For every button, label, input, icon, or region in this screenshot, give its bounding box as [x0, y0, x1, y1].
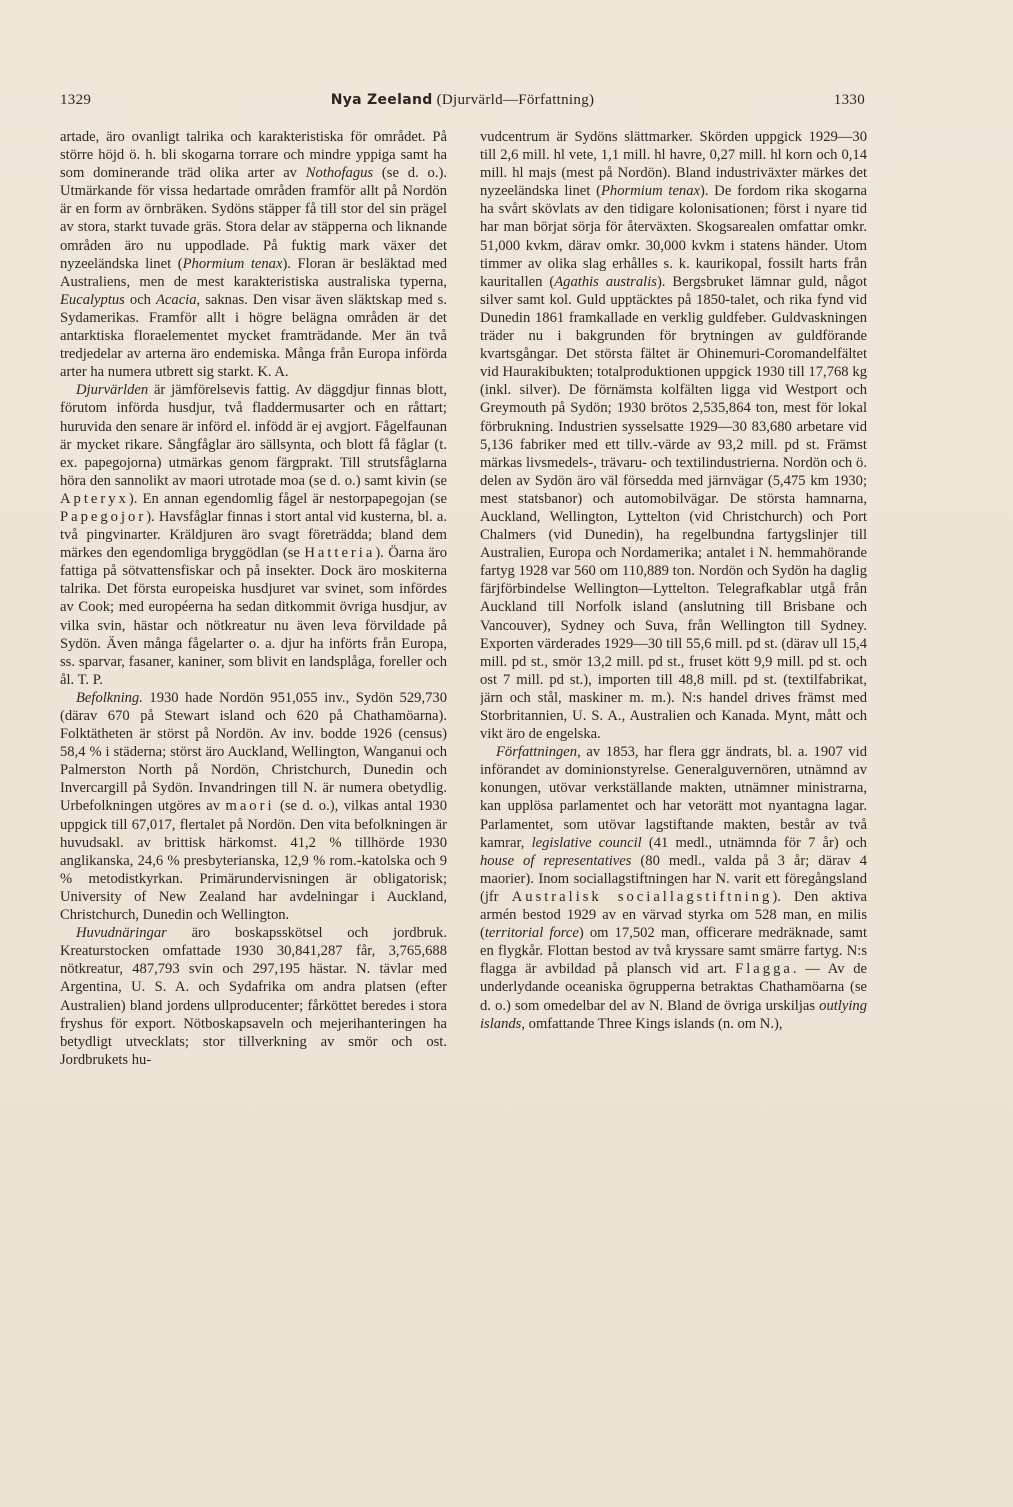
- paragraph: Befolkning. 1930 hade Nordön 951,055 inv., Sydön 529,730 (därav 670 på Stewart island och 620 på Chathamöarna). Folktätheten är störst på Nordön. Av inv. bodde 1926 (census) 58,4 % i städerna; störst äro Auckland, Wellington, Wanganui och Palmerston North på Nordön, Christchurch, Dunedin och Invercargill på Sydön. Invandringen till N. är numera obetydlig. Urbefolkningen utgöres av maori (se d. o.), vilkas antal 1930 uppgick till 67,017, flertalet på Nordön. Den vita befolkningen är huvudsakl. av brittisk härkomst. 41,2 % tillhörde 1930 anglikanska, 24,6 % presbyterianska, 12,9 % rom.-katolska och 9 % metodistkyrkan. Primärundervisningen är obligatorisk; University of New Zealand har avdelningar i Auckland, Christchurch, Dunedin och Wellington.: [60, 689, 447, 924]
- running-header: [60, 92, 865, 114]
- left-column: [60, 128, 447, 1418]
- header-title: [60, 92, 865, 109]
- paragraph: vudcentrum är Sydöns slättmarker. Skörden uppgick 1929—30 till 2,6 mill. hl vete, 1,1 mill. hl havre, 0,27 mill. hl korn och 0,14 mill. hl majs (mest på Nordön). Bland industriväxter märkes det nyzeeländska linet (Phormium tenax). De fordom rika skogarna ha svårt skövlats av den tidigare kolonisationen; först i nyare tid har man börjat sörja för återväxten. Skogsarealen omfattar omkr. 51,000 kvkm, därav omkr. 30,000 kvkm i statens händer. Utom timmer av olika slag erhålles s. k. kaurikopal, fossilt harts från kauritallen (Agathis australis). Bergsbruket lämnar guld, något silver samt kol. Guld upptäcktes på 1850-talet, och rika fynd vid Dunedin 1861 framkallade en verklig guldfeber. Guldvaskningen träder nu i bakgrunden för brytningen av guldförande kvartsgångar. Det största fältet är Ohinemuri-Coromandelfältet vid Haurakibukten; totalproduktionen uppgick 1930 till 17,768 kg (inkl. silver). De förnämsta kolfälten ligga vid Westport och Greymouth på Sydön; 1930 brötos 2,535,864 ton, mest för lokal förbrukning. Industrien sysselsatte 1929—30 83,680 arbetare vid 5,136 fabriker med ett tillv.-värde av 93,2 mill. pd st. Främst märkas livsmedels-, trävaru- och textilindustrierna. Nordön och ö. delen av Sydön äro väl försedda med järnvägar (5,475 km 1930; mest statsbanor) och automobilvägar. De största hamnarna, Auckland, Wellington, Lyttelton (vid Christchurch) och Port Chalmers (vid Dunedin), ha regelbundna fartygslinjer till Australien, Europa och Nordamerika; antalet i N. hemmahörande fartyg 1928 var 560 om 110,889 ton. Nordön och Sydön ha daglig färjförbindelse Wellington—Lyttelton. Telegrafkablar utgå från Auckland till Norfolk island (anslutning till Brisbane och Vancouver), Sydney och Suva, från Wellington till Sydney. Exporten värderades 1929—30 till 55,6 mill. pd st. (därav ull 15,4 mill. pd st., smör 13,2 mill. pd st., fruset kött 9,9 mill. pd st. och ost 7 mill. pd st.), importen till 48,8 mill. pd st. (textilfabrikat, järn och stål, maskiner m. m.). N:s handel drives främst med Storbritannien, U. S. A., Australien och Kanada. Mynt, mått och vikt äro de engelska.: [480, 129, 867, 743]
- headword: Nya Zeeland: [330, 92, 433, 108]
- paragraph: artade, äro ovanligt talrika och karakteristiska för området. På större höjd ö. h. bli skogarna torrare och mindre yppiga samt ha som dominerande träd olika arter av Nothofagus (se d. o.). Utmärkande för vissa hedartade områden framför allt på Nordön är en form av örnbräken. Sydöns stäpper få till stor del sin prägel av stora, starkt tuvade gräs. Stora delar av stäpperna och liknande områden äro nu uppodlade. På fuktig mark växer det nyzeeländska linet (Phormium tenax). Floran är besläktad med Australiens, men de mest karakteristiska australiska typerna, Eucalyptus och Acacia, saknas. Den visar även släktskap med s. Sydamerikas. Framför allt i högre belägna områden är det antarktiska floraelementet mycket framträdande. Mer än två tredjedelar av arterna äro endemiska. Många från Europa införda arter ha numera utbrett sig starkt. K. A.: [60, 129, 447, 381]
- subject: (Djurvärld—Författning): [436, 92, 595, 108]
- paragraph: Författningen, av 1853, har flera ggr ändrats, bl. a. 1907 vid införandet av dominionstyrelse. Generalguvernören, utnämnd av konungen, utövar verkställande makten, utnämner ministrarna, kan upplösa parlamentet och har vetorätt mot nyantagna lagar. Parlamentet, som utövar lagstiftande makten, består av två kamrar, legislative council (41 medl., utnämnda för 7 år) och house of representatives (80 medl., valda på 3 år; därav 4 maorier). Inom sociallagstiftningen har N. varit ett föregångsland (jfr Australisk sociallagstiftning). Den aktiva armén bestod 1929 av en värvad styrka om 528 man, en milis (territorial force) om 17,502 man, officerare medräknade, samt en flygkår. Flottan bestod av två kryssare samt smärre fartyg. N:s flagga är avbildad på plansch vid art. Flagga. — Av de underlydande oceaniska ögrupperna betraktas Chathamöarna (se d. o.) som omedelbar del av N. Bland de övriga urskiljas outlying islands, omfattande Three Kings islands (n. om N.),: [480, 744, 867, 1032]
- page-number-left: 1329: [60, 92, 92, 108]
- paragraph: Huvudnäringar äro boskapsskötsel och jordbruk. Kreaturstocken omfattade 1930 30,841,287 får, 3,765,688 nötkreatur, 487,793 svin och 297,195 hästar. N. tävlar med Argentina, U. S. A. och Sydafrika om andra platsen (efter Australien) bland jordens ullproducenter; fårköttet beredes i stora fryshus för export. Nötboskapsaveln och mejerihanteringen ha betydligt utvecklats; stor tillverkning av smör och ost. Jordbrukets hu-: [60, 925, 447, 1068]
- right-column: [480, 128, 867, 1418]
- paragraph: Djurvärlden är jämförelsevis fattig. Av däggdjur finnas blott, förutom införda husdjur, två fladdermusarter och en råttart; huruvida den senare är införd el. infödd är ej avgjort. Fågelfaunan är mycket rikare. Sångfåglar äro sällsynta, och blott få fåglar (t. ex. papegojorna) utmärkas genom färgprakt. Till strutsfåglarna höra den sannolikt av maori utrotade moa (se d. o.) samt kivin (se Apteryx). En annan egendomlig fågel är nestorpapegojan (se Papegojor). Havsfåglar finnas i stort antal vid kusterna, bl. a. två pingvinarter. Kräldjuren äro svagt företrädda; bland dem märkes den egendomliga bryggödlan (se Hatteria). Öarna äro fattiga på sötvattensfiskar och på insekter. Dock äro moskiterna talrika. Det första europeiska husdjuret var svinet, som infördes av Cook; med européerna ha sedan ditkommit övriga husdjur, av vilka svin, hästar och nötkreatur nu även leva förvildade på Sydön. Även många fågelarter o. a. djur ha införts från Europa, ss. sparvar, fasaner, kaniner, som blivit en landsplåga, foreller och ål. T. P.: [60, 382, 447, 688]
- page-number-right: 1330: [833, 92, 865, 108]
